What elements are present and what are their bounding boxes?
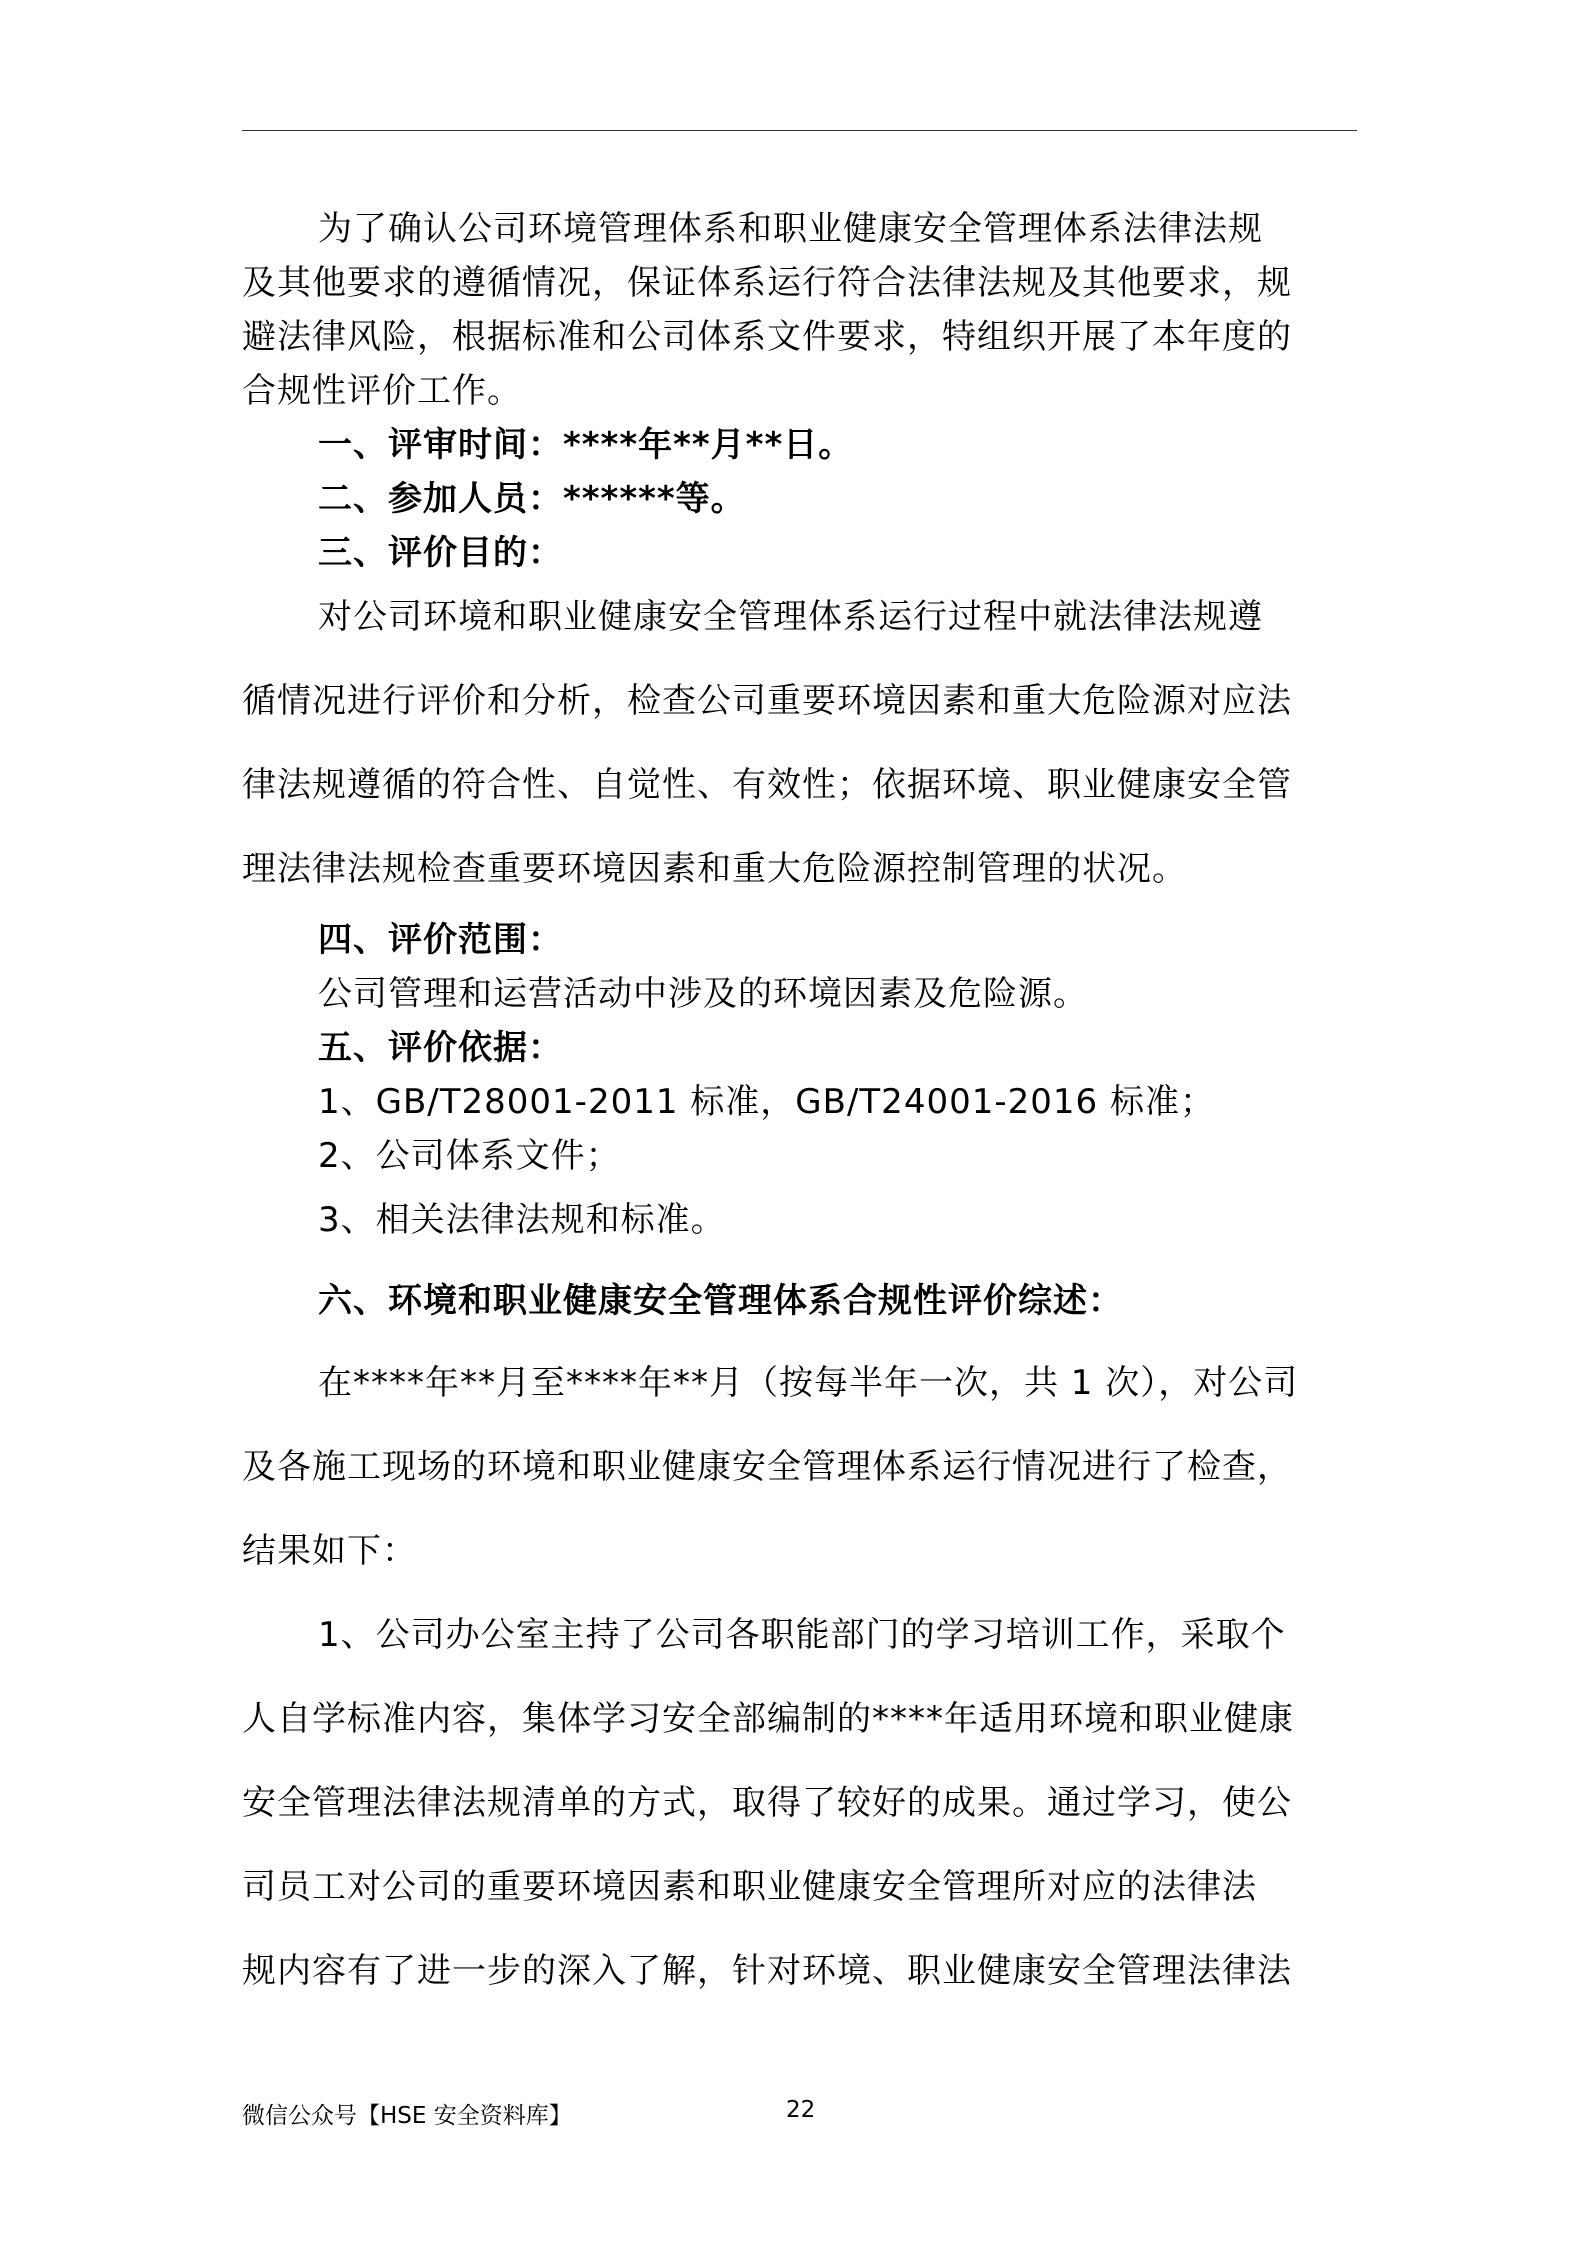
purpose-line-4: 理法律法规检查重要环境因素和重大危险源控制管理的状况。 (242, 849, 1187, 889)
purpose-heading: 三、评价目的： (318, 533, 563, 573)
summary-p2-line-1: 1、公司办公室主持了公司各职能部门的学习培训工作，采取个 (318, 1615, 1286, 1655)
purpose-line-3: 律法规遵循的符合性、自觉性、有效性；依据环境、职业健康安全管 (242, 765, 1292, 805)
summary-p2-line-3: 安全管理法律法规清单的方式，取得了较好的成果。通过学习，使公 (242, 1783, 1292, 1823)
header-rule (242, 130, 1357, 131)
summary-p1-line-2: 及各施工现场的环境和职业健康安全管理体系运行情况进行了检查， (242, 1447, 1292, 1487)
basis-item-3: 3、相关法律法规和标准。 (318, 1200, 726, 1240)
summary-p2-line-2: 人自学标准内容，集体学习安全部编制的****年适用环境和职业健康 (242, 1699, 1294, 1739)
review-time-heading: 一、评审时间：****年**月**日。 (318, 425, 854, 465)
purpose-line-1: 对公司环境和职业健康安全管理体系运行过程中就法律法规遵 (318, 597, 1263, 637)
basis-item-1: 1、GB/T28001-2011 标准，GB/T24001-2016 标准； (318, 1082, 1215, 1122)
basis-heading: 五、评价依据： (318, 1028, 563, 1068)
summary-p1-line-3: 结果如下： (242, 1531, 417, 1571)
basis-item-2: 2、公司体系文件； (318, 1136, 621, 1176)
participants-heading: 二、参加人员：******等。 (318, 479, 746, 519)
summary-p2-line-4: 司员工对公司的重要环境因素和职业健康安全管理所对应的法律法 (242, 1867, 1257, 1907)
intro-line-2: 及其他要求的遵循情况，保证体系运行符合法律法规及其他要求，规 (242, 263, 1292, 303)
purpose-line-2: 循情况进行评价和分析，检查公司重要环境因素和重大危险源对应法 (242, 681, 1292, 721)
page-number: 22 (786, 2097, 816, 2123)
footer-source: 微信公众号【HSE 安全资料库】 (242, 2103, 572, 2129)
intro-line-1: 为了确认公司环境管理体系和职业健康安全管理体系法律法规 (318, 209, 1263, 249)
intro-line-3: 避法律风险，根据标准和公司体系文件要求，特组织开展了本年度的 (242, 317, 1292, 357)
scope-line: 公司管理和运营活动中涉及的环境因素及危险源。 (318, 974, 1088, 1014)
summary-p1-line-1: 在****年**月至****年**月（按每半年一次，共 1 次），对公司 (318, 1363, 1299, 1403)
summary-p2-line-5: 规内容有了进一步的深入了解，针对环境、职业健康安全管理法律法 (242, 1951, 1292, 1991)
intro-line-4: 合规性评价工作。 (242, 371, 522, 411)
scope-heading: 四、评价范围： (318, 920, 563, 960)
summary-heading: 六、环境和职业健康安全管理体系合规性评价综述： (318, 1281, 1123, 1321)
